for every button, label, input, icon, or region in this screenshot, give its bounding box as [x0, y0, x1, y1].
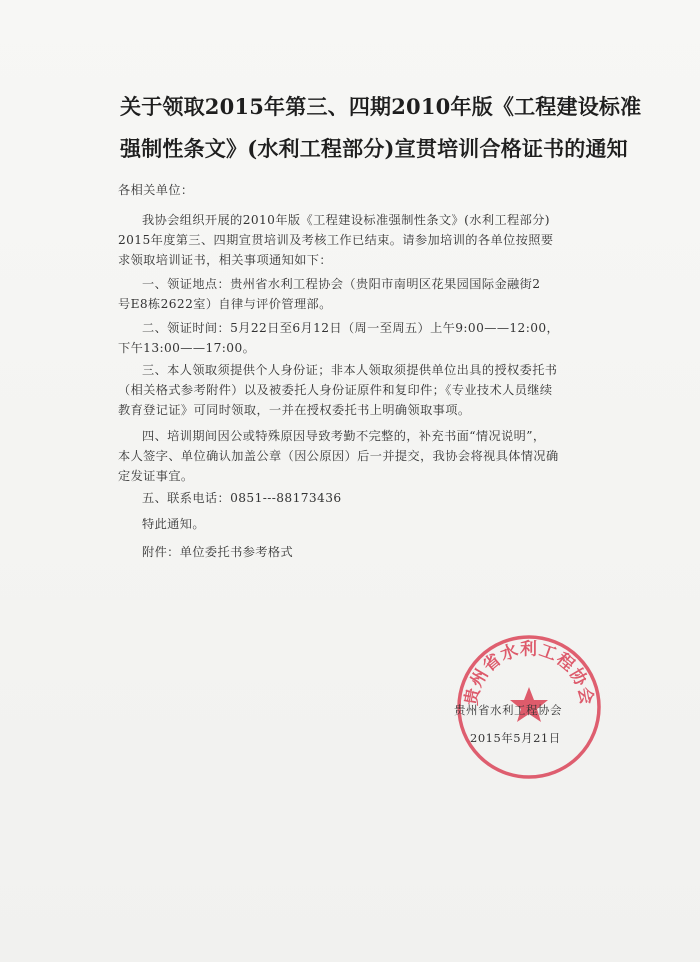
paragraph-line: 一、领证地点：贵州省水利工程协会（贵阳市南明区花果园国际金融街2: [142, 277, 541, 291]
intro-paragraph: [118, 210, 608, 270]
paragraph-line: 2015年度第三、四期宣贯培训及考核工作已结束。请参加培训的各单位按照要: [118, 233, 554, 247]
paragraph-line: 下午13:00——17:00。: [118, 341, 256, 355]
paragraph-line: 号E8栋2622室）自律与评价管理部。: [118, 297, 332, 311]
paragraph-line: 求领取培训证书，相关事项通知如下：: [118, 253, 332, 267]
paragraph-line: 教育登记证》可同时领取，一并在授权委托书上明确领取事项。: [118, 403, 471, 417]
paragraph-line: 二、领证时间：5月22日至6月12日（周一至周五）上午9:00——12:00，: [142, 321, 560, 335]
item-5-phone: 五、联系电话：0851---88173436: [142, 491, 342, 505]
signature-date: 2015年5月21日: [470, 731, 561, 745]
paragraph-line: 本人签字、单位确认加盖公章（因公原因）后一并提交，我协会将视具体情况确: [118, 449, 559, 463]
item-2-time: [118, 318, 608, 358]
signature-organization: 贵州省水利工程协会: [454, 703, 562, 717]
closing-text: 特此通知。: [142, 517, 205, 531]
title-line: 关于领取2015年第三、四期2010年版《工程建设标准: [120, 94, 642, 119]
seal-ring-text: 贵州省水利工程协会: [461, 639, 597, 707]
paragraph-line: 我协会组织开展的2010年版《工程建设标准强制性条文》(水利工程部分): [142, 213, 550, 227]
paragraph-line: 定发证事宜。: [118, 469, 194, 483]
item-3-requirements: [118, 360, 608, 420]
salutation: 各相关单位：: [118, 183, 194, 197]
paragraph-line: 三、本人领取须提供个人身份证；非本人领取须提供单位出具的授权委托书: [142, 363, 558, 377]
paragraph-line: 四、培训期间因公或特殊原因导致考勤不完整的，补充书面“情况说明”，: [142, 429, 546, 443]
title-line: 强制性条文》(水利工程部分)宣贯培训合格证书的通知: [120, 136, 628, 161]
attachment-note: 附件：单位委托书参考格式: [142, 545, 294, 559]
item-4-attendance: [118, 426, 608, 486]
item-1-location: [118, 274, 608, 314]
paragraph-line: （相关格式参考附件）以及被委托人身份证原件和复印件；《专业技术人员继续: [118, 383, 553, 397]
notice-title: [120, 86, 640, 170]
